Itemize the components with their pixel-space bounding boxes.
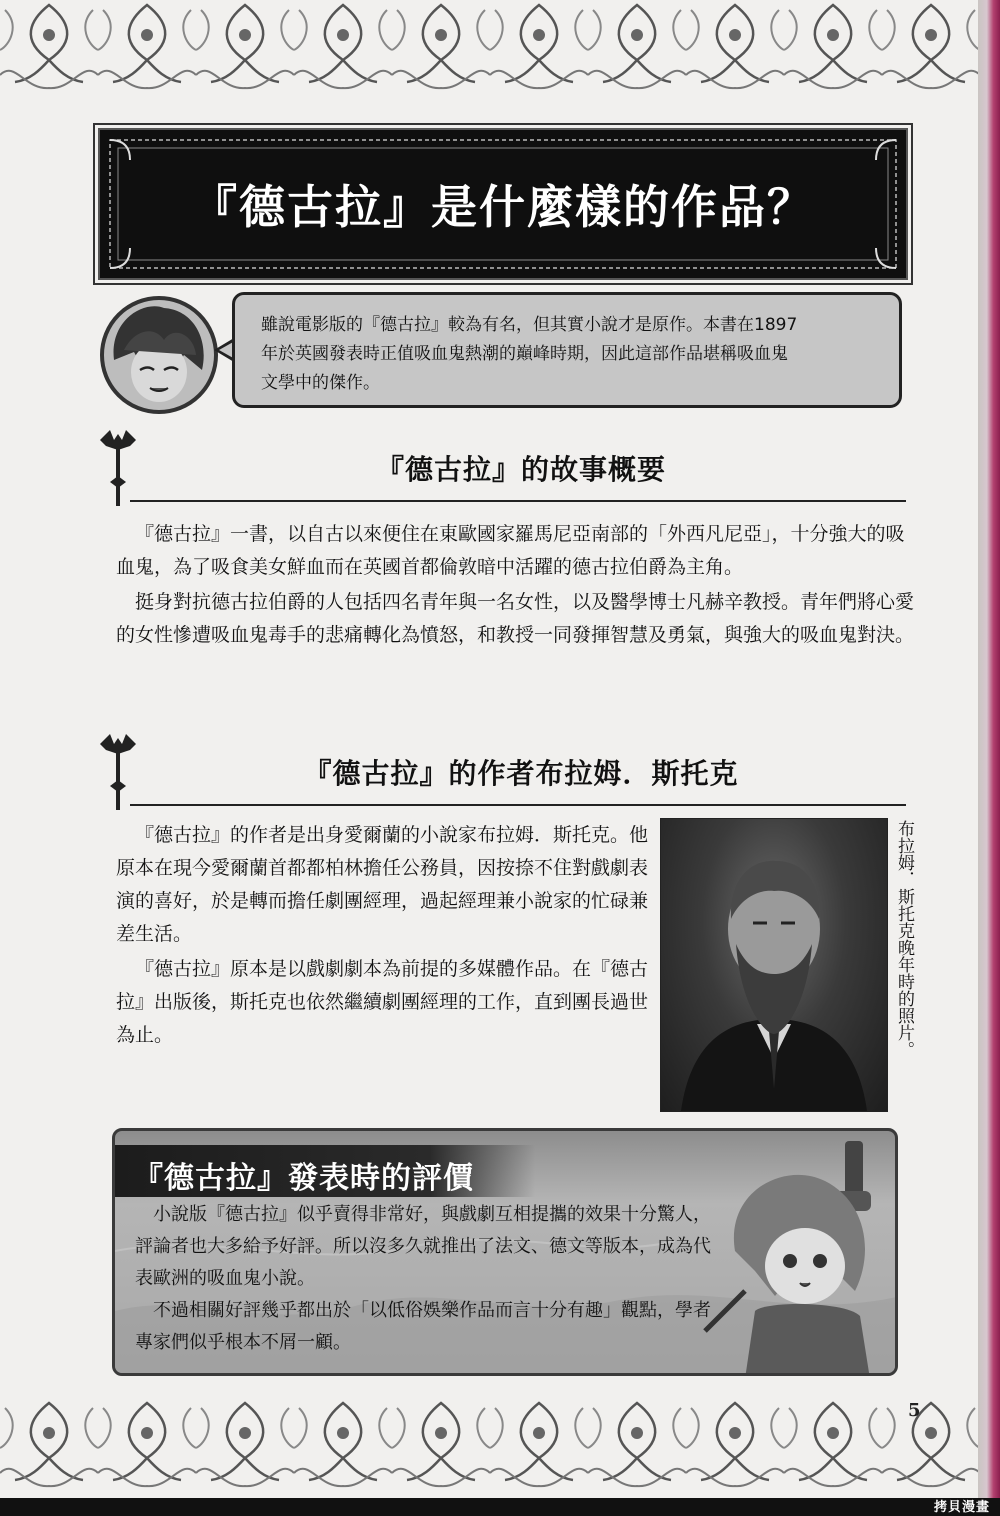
bubble-line: 文學中的傑作。 <box>261 373 380 393</box>
watermark: 拷貝漫畫 <box>933 1500 990 1515</box>
bat-cross-icon <box>96 730 140 814</box>
narrator-avatar <box>100 296 218 414</box>
paragraph: 『德古拉』原本是以戲劇劇本為前提的多媒體作品。在『德古拉』出版後，斯托克也依然繼續劇團經理的工作，直到團長過世為止。 <box>116 958 649 1046</box>
page-number: 5 <box>908 1400 921 1421</box>
paragraph: 『德古拉』的作者是出身愛爾蘭的小說家布拉姆．斯托克。他原本在現今愛爾蘭首都都柏林擔任公務員，因按捺不住對戲劇表演的喜好，於是轉而擔任劇團經理，過起經理兼小說家的忙碌兼差生活。 <box>116 824 649 945</box>
page-edge <box>978 0 1000 1498</box>
evaluation-title: 『德古拉』發表時的評價 <box>133 1161 474 1196</box>
section-title: 『德古拉』的故事概要 <box>375 453 666 486</box>
evaluation-text <box>135 1199 715 1359</box>
title-banner <box>98 128 908 280</box>
paragraph: 挺身對抗德古拉伯爵的人包括四名青年與一名女性，以及醫學博士凡赫辛教授。青年們將心愛的女性慘遭吸血鬼毒手的悲痛轉化為憤怒，和教授一同發揮智慧及勇氣，與強大的吸血鬼對決。 <box>116 591 915 646</box>
author-text <box>116 819 648 1052</box>
paragraph: 小說版『德古拉』似乎賣得非常好，與戲劇互相提攜的效果十分驚人，評論者也大多給予好評。所以沒多久就推出了法文、德文等版本，成為代表歐洲的吸血鬼小說。 <box>135 1204 711 1289</box>
section-heading-synopsis <box>96 426 906 510</box>
section-heading-author <box>96 730 906 814</box>
section-title: 『德古拉』的作者布拉姆．斯托克 <box>303 757 739 790</box>
page-title: 『德古拉』是什麼樣的作品？ <box>191 180 815 234</box>
paragraph: 不過相關好評幾乎都出於「以低俗娛樂作品而言十分有趣」觀點，學者專家們似乎根本不屑一顧。 <box>135 1300 711 1353</box>
synopsis-text <box>116 518 916 652</box>
bubble-line: 年於英國發表時正值吸血鬼熱潮的巔峰時期，因此這部作品堪稱吸血鬼 <box>261 344 788 364</box>
bottom-strip <box>0 1498 1000 1516</box>
bat-cross-icon <box>96 426 140 510</box>
paragraph: 『德古拉』一書，以自古以來便住在東歐國家羅馬尼亞南部的「外西凡尼亞」，十分強大的吸血鬼，為了吸食美女鮮血而在英國首都倫敦暗中活躍的德古拉伯爵為主角。 <box>116 523 905 578</box>
top-ornament <box>0 0 978 100</box>
photo-caption: 布拉姆．斯托克晚年時的照片。 <box>894 820 914 1058</box>
speech-bubble <box>232 292 902 408</box>
bubble-line: 雖說電影版的『德古拉』較為有名，但其實小說才是原作。本書在1897 <box>261 315 798 335</box>
evaluation-title-bar <box>115 1145 535 1197</box>
author-portrait-photo <box>660 818 888 1112</box>
evaluation-box <box>112 1128 898 1376</box>
bottom-ornament <box>0 1380 978 1498</box>
character-illustration <box>695 1131 895 1376</box>
